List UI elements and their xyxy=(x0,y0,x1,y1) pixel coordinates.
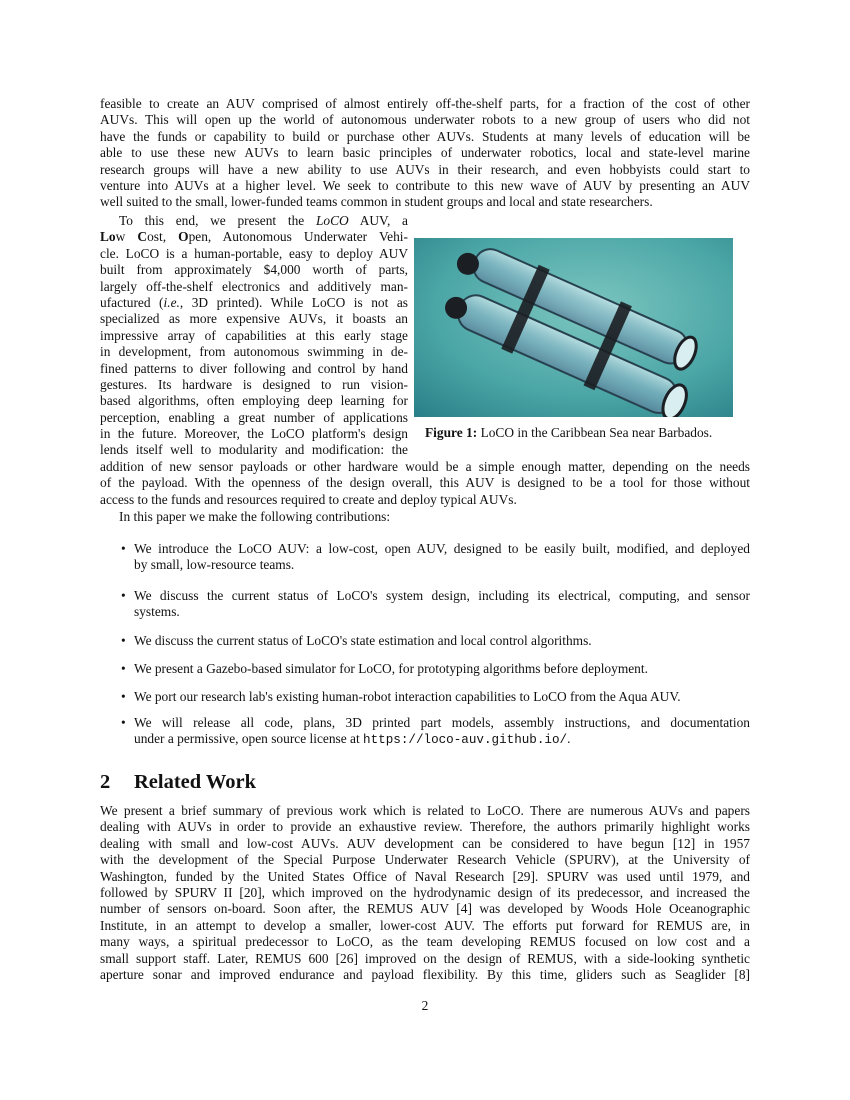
bullet-icon: • xyxy=(121,588,126,603)
text-line: AUVs. This will open up the world of autonomous underwater robots to a new group of users who did not xyxy=(100,112,750,128)
text-line: with the development of the Special Purpose Underwater Research Vehicle (SPURV), at the University of xyxy=(100,852,750,868)
text-segment: i.e. xyxy=(163,294,180,310)
text-segment: ost, xyxy=(147,229,179,245)
text-line: well suited to the small, lower-funded teams common in student groups and local and state researchers. xyxy=(100,194,653,210)
text-segment: . xyxy=(567,731,571,747)
bullet-icon: • xyxy=(121,689,126,704)
text-line: We port our research lab's existing human-robot interaction capabilities to LoCO from the Aqua AUV. xyxy=(134,689,681,704)
figure-loco-auv-photo xyxy=(414,238,733,417)
text-line: based algorithms, often employing deep learning for xyxy=(100,393,408,409)
text-segment: under a permissive, open source license at xyxy=(134,731,364,747)
text-segment: pen, Autonomous Underwater Vehi- xyxy=(188,229,408,245)
text-line: built from approximately $4,000 worth of parts, xyxy=(100,262,408,278)
text-line: largely off-the-shelf electronics and additively man- xyxy=(100,278,408,294)
bullet-icon: • xyxy=(121,633,126,648)
contribution-text xyxy=(134,588,750,621)
text-line xyxy=(134,731,750,747)
text-line: of the payload. With the openness of the design overall, this AUV is designed to be a tool for those without xyxy=(100,475,750,491)
text-line: We discuss the current status of LoCO's state estimation and local control algorithms. xyxy=(134,633,592,648)
loco-auv-image xyxy=(414,238,733,417)
text-line xyxy=(100,295,408,311)
intro-paragraph-2-wrapped xyxy=(100,213,408,459)
text-line: perception, enabling a great number of applications xyxy=(100,409,408,425)
text-line: able to use these new AUVs to learn basic principles of underwater robotics, local and state-level marine xyxy=(100,145,750,161)
text-line: aperture sonar and improved endurance and payload flexibility. By this time, gliders such as Seaglider [8] xyxy=(100,966,750,982)
text-line: We will release all code, plans, 3D printed part models, assembly instructions, and documentation xyxy=(134,715,750,730)
page-number: 2 xyxy=(421,998,429,1013)
text-line: dealing with AUVs in order to provide an exhaustive review. Therefore, the authors primarily highlight works xyxy=(100,819,750,835)
text-line: specialized as more expensive AUVs, it boasts an xyxy=(100,311,408,327)
text-segment: AUV, a xyxy=(348,213,409,228)
text-line: by small, low-resource teams. xyxy=(134,557,295,573)
text-line: impressive array of capabilities at this early stage xyxy=(100,327,408,343)
text-line: In this paper we make the following contributions: xyxy=(119,509,391,524)
section-title: Related Work xyxy=(134,771,257,793)
bullet-icon: • xyxy=(121,541,126,556)
text-line: feasible to create an AUV comprised of almost entirely off-the-shelf parts, for a fraction of the cost of other xyxy=(100,96,750,111)
text-segment: ufactured ( xyxy=(100,294,164,310)
contribution-text xyxy=(134,541,750,574)
text-line: systems. xyxy=(134,604,180,620)
text-segment: , 3D printed). While LoCO is not as xyxy=(179,294,408,310)
text-line: in development, from autonomous swimming in de- xyxy=(100,344,408,360)
text-segment: LoCO xyxy=(315,213,349,228)
intro-paragraph-1 xyxy=(100,96,750,211)
contributions-intro xyxy=(100,509,750,525)
section-heading xyxy=(100,770,256,794)
contribution-text xyxy=(134,661,750,677)
text-line: addition of new sensor payloads or other hardware would be a simple enough matter, depending on the needs xyxy=(100,459,750,474)
text-line: fined patterns to diver following and control by hand xyxy=(100,360,408,376)
intro-paragraph-2-continued xyxy=(100,459,750,508)
contribution-text xyxy=(134,633,750,649)
text-segment: w xyxy=(115,229,138,245)
text-line: We introduce the LoCO AUV: a low-cost, open AUV, designed to be easily built, modified, and deployed xyxy=(134,541,750,556)
text-line: We present a Gazebo-based simulator for LoCO, for prototyping algorithms before deployment. xyxy=(134,661,648,676)
text-line: venture into AUVs at a higher level. We seek to contribute to this new wave of AUV by presenting an AUV xyxy=(100,177,750,193)
related-work-paragraph xyxy=(100,803,750,983)
contribution-text xyxy=(134,689,750,705)
text-line: Washington, funded by the United States Office of Naval Research [29]. SPURV was used until 1979, and xyxy=(100,868,750,884)
section-number: 2 xyxy=(100,771,111,793)
text-line: Institute, in an attempt to develop a smaller, lower-cost AUV. The efforts put forward for REMUS are, in xyxy=(100,917,750,933)
text-line: many ways, a spiritual predecessor to LoCO, as the team developing REMUS focused on low cost and a xyxy=(100,934,750,950)
text-segment: Lo xyxy=(100,229,116,245)
contribution-text xyxy=(134,715,750,748)
text-line: have the funds or capability to build or purchase other AUVs. Students at many levels of education will be xyxy=(100,128,750,144)
text-line: in the future. Moreover, the LoCO platform's design xyxy=(100,426,408,442)
project-url-link[interactable]: https://loco-auv.github.io/ xyxy=(363,733,568,748)
text-line: lends itself well to modularity and modification: the xyxy=(100,442,408,458)
text-line: access to the funds and resources required to create and deploy typical AUVs. xyxy=(100,491,517,507)
text-line: research groups will have a new ability to use AUVs in their research, and even hobbyists could start to xyxy=(100,161,750,177)
text-segment: To this end, we present the xyxy=(119,213,316,228)
text-segment: O xyxy=(178,229,189,245)
text-line: number of sensors on-board. Soon after, the REMUS AUV [4] was developed by Woods Hole Oceanographic xyxy=(100,901,750,917)
text-line: followed by SPURV II [20], which improved on the hydrodynamic design of its predecessor, and increased the xyxy=(100,884,750,900)
text-line: cle. LoCO is a human-portable, easy to deploy AUV xyxy=(100,245,408,261)
text-line: gestures. Its hardware is designed to run vision- xyxy=(100,376,408,392)
text-line: small support staff. Later, REMUS 600 [26] improved on the design of REMUS, with a side-looking synthetic xyxy=(100,950,750,966)
bullet-icon: • xyxy=(121,661,126,676)
figure-label: Figure 1: xyxy=(425,425,478,440)
bullet-icon: • xyxy=(121,715,126,730)
text-line: We present a brief summary of previous work which is related to LoCO. There are numerous AUVs and papers xyxy=(100,803,750,818)
text-segment: C xyxy=(137,229,148,245)
figure-caption-text: LoCO in the Caribbean Sea near Barbados. xyxy=(480,425,713,440)
figure-caption xyxy=(425,425,712,441)
text-line xyxy=(100,229,408,245)
text-line: dealing with small and low-cost AUVs. AUV development can be considered to have begun [12] in 1957 xyxy=(100,835,750,851)
text-line xyxy=(100,213,408,229)
text-line: We discuss the current status of LoCO's system design, including its electrical, computing, and sensor xyxy=(134,588,750,603)
